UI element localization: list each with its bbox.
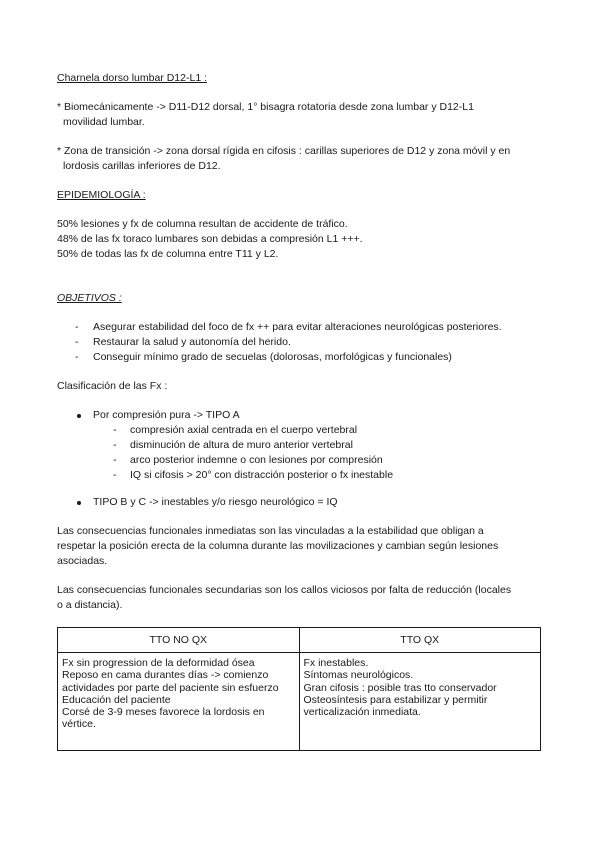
tipo-a-subitem: arco posterior indemne o con lesiones por compresión: [130, 454, 383, 466]
table-cell-tto-qx: [299, 653, 541, 751]
dash-bullet: -: [113, 469, 117, 481]
bullet-dot-icon: [77, 414, 81, 418]
table-header-tto-qx: TTO QX: [299, 628, 541, 653]
cell-line: Síntomas neurológicos.: [303, 669, 414, 682]
consecuencias-inmediatas-line: Las consecuencias funcionales inmediatas son las vinculadas a la estabilidad que obligan a: [57, 525, 484, 537]
tipo-bc-item: TIPO B y C -> inestables y/o riesgo neurológico = IQ: [93, 496, 338, 508]
objetivo-item: Restaurar la salud y autonomía del herido.: [93, 336, 291, 348]
dash-bullet: -: [75, 336, 79, 348]
paragraph-biomecanica-line2: movilidad lumbar.: [63, 116, 145, 128]
dash-bullet: -: [113, 439, 117, 451]
dash-bullet: -: [75, 321, 79, 333]
epidemiologia-line: 50% de todas las fx de columna entre T11 y L2.: [57, 248, 279, 260]
cell-line: Osteosíntesis para estabilizar y permitir: [303, 693, 488, 706]
objetivo-item: Asegurar estabilidad del foco de fx ++ para evitar alteraciones neurológicas posteriores.: [93, 321, 502, 333]
dash-bullet: -: [113, 454, 117, 466]
table-header-tto-no-qx: TTO NO QX: [58, 628, 300, 653]
table-cell-tto-no-qx: [58, 653, 300, 751]
tipo-a-subitem: disminución de altura de muro anterior vertebral: [130, 439, 353, 451]
clasificacion-title: Clasificación de las Fx :: [57, 380, 168, 392]
tipo-a-item: Por compresión pura -> TIPO A: [93, 409, 240, 421]
tipo-a-subitem: compresión axial centrada en el cuerpo vertebral: [130, 424, 358, 436]
consecuencias-secundarias-line: Las consecuencias funcionales secundarias son los callos viciosos por falta de reducción (locales: [57, 584, 512, 596]
epidemiologia-line: 50% lesiones y fx de columna resultan de accidente de tráfico.: [57, 218, 348, 230]
consecuencias-inmediatas-line: respetar la posición erecta de la columna durante las movilizaciones y cambian según lesiones: [57, 540, 499, 552]
table-row: [58, 653, 541, 751]
tipo-a-subitem: IQ si cifosis > 20° con distracción posterior o fx inestable: [130, 469, 394, 481]
objetivo-item: Conseguir mínimo grado de secuelas (dolorosas, morfológicas y funcionales): [93, 351, 452, 363]
cell-line: Corsé de 3-9 meses favorece la lordosis en: [62, 706, 265, 719]
paragraph-biomecanica-line1: * Biomecánicamente -> D11-D12 dorsal, 1° bisagra rotatoria desde zona lumbar y D12-L1: [57, 101, 474, 113]
table-header-row: [58, 628, 541, 653]
consecuencias-inmediatas-line: asociadas.: [57, 555, 108, 567]
paragraph-transicion-line2: lordosis carillas inferiores de D12.: [63, 160, 221, 172]
cell-line: Fx sin progression de la deformidad ósea: [62, 657, 255, 669]
tratamiento-table: [57, 627, 541, 751]
bullet-dot-icon: [77, 501, 81, 505]
cell-line: Educación del paciente: [62, 693, 171, 706]
heading-epidemiologia: EPIDEMIOLOGÍA :: [57, 189, 146, 201]
cell-line: Fx inestables.: [303, 657, 369, 669]
heading-charnela: Charnela dorso lumbar D12-L1 :: [57, 72, 207, 84]
cell-line: actividades por parte del paciente sin esfuerzo: [62, 681, 279, 694]
dash-bullet: -: [113, 424, 117, 436]
heading-objetivos: OBJETIVOS :: [57, 292, 122, 304]
cell-line: vértice.: [62, 718, 96, 731]
paragraph-transicion-line1: * Zona de transición -> zona dorsal rígida en cifosis : carillas superiores de D12 y zona móvil y en: [57, 145, 511, 157]
cell-line: Reposo en cama durantes días -> comienzo: [62, 669, 269, 682]
dash-bullet: -: [75, 351, 79, 363]
cell-line: verticalización inmediata.: [303, 706, 421, 719]
consecuencias-secundarias-line: o a distancia).: [57, 599, 123, 611]
epidemiologia-line: 48% de las fx toraco lumbares son debidas a compresión L1 +++.: [57, 233, 363, 245]
cell-line: Gran cifosis : posible tras tto conservador: [303, 681, 497, 694]
